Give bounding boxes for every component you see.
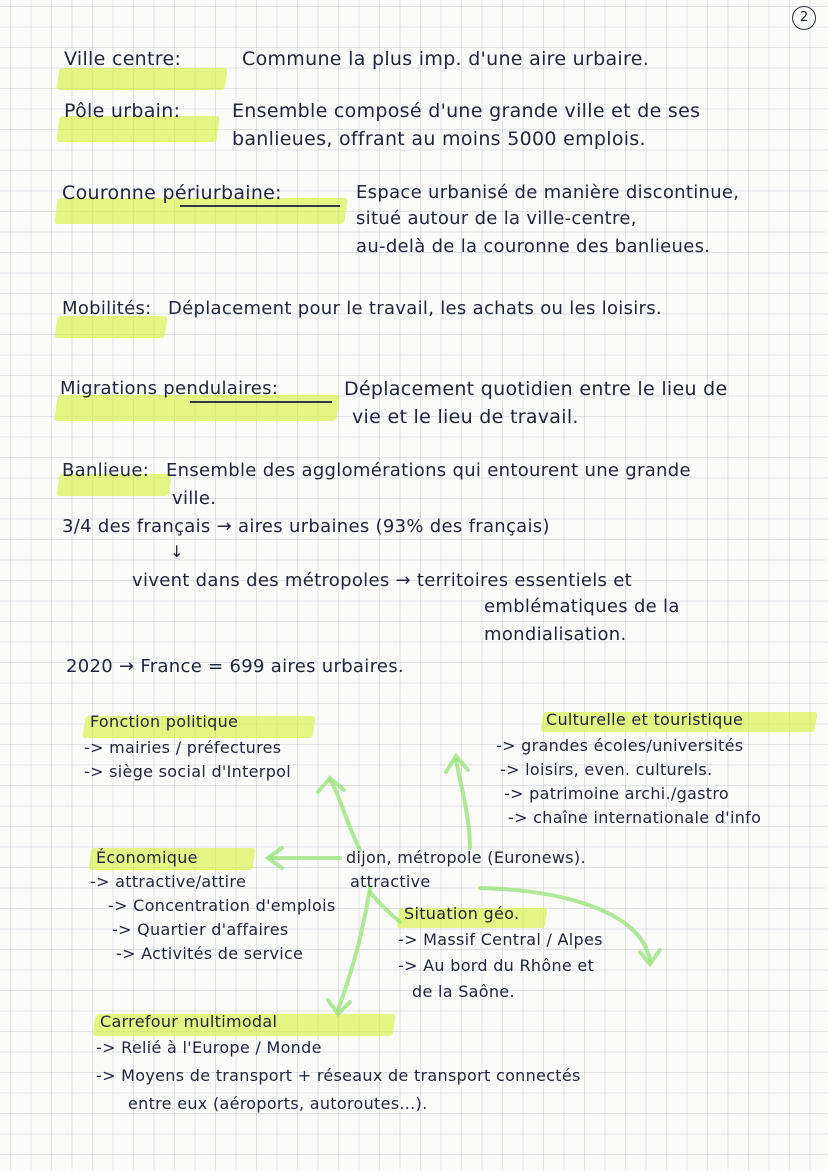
economique-item-1: -> attractive/attire xyxy=(90,872,247,891)
situation-title: Situation géo. xyxy=(404,904,520,923)
situation-item-2: -> Au bord du Rhône et xyxy=(398,956,595,975)
economique-title: Économique xyxy=(96,848,198,867)
def-couronne-3: au-delà de la couronne des banlieues. xyxy=(356,236,711,257)
stats-line-4: mondialisation. xyxy=(484,624,627,645)
culturelle-item-1: -> grandes écoles/universités xyxy=(496,736,744,755)
page-number: 2 xyxy=(792,6,816,30)
stats-line-3: emblématiques de la xyxy=(484,596,680,617)
def-migrations-1: Déplacement quotidien entre le lieu de xyxy=(344,378,728,400)
stats-arrow-down: ↓ xyxy=(170,542,184,561)
def-banlieue-2: ville. xyxy=(172,488,217,509)
arrow-to-situation-2 xyxy=(370,892,400,922)
culturelle-item-3: -> patrimoine archi./gastro xyxy=(504,784,729,803)
term-migrations: Migrations pendulaires: xyxy=(60,378,279,399)
def-migrations-2: vie et le lieu de travail. xyxy=(352,406,579,428)
def-couronne-2: situé autour de la ville-centre, xyxy=(356,208,637,229)
politique-item-2: -> siège social d'Interpol xyxy=(84,762,291,781)
culturelle-title: Culturelle et touristique xyxy=(546,710,744,729)
term-mobilites: Mobilités: xyxy=(62,298,152,319)
carrefour-item-2: -> Moyens de transport + réseaux de transport connectés xyxy=(96,1066,581,1085)
term-ville-centre: Ville centre: xyxy=(64,48,182,70)
term-banlieue: Banlieue: xyxy=(62,460,150,481)
arrow-to-situation xyxy=(480,888,650,960)
economique-item-2: -> Concentration d'emplois xyxy=(108,896,336,915)
term-couronne: Couronne périurbaine: xyxy=(62,182,282,204)
center-line-2: attractive xyxy=(350,872,431,891)
def-banlieue-1: Ensemble des agglomérations qui entourent une grande xyxy=(166,460,691,481)
culturelle-item-2: -> loisirs, even. culturels. xyxy=(500,760,713,779)
stats-line-5: 2020 → France = 699 aires urbaires. xyxy=(66,656,404,677)
stats-line-2: vivent dans des métropoles → territoires essentiels et xyxy=(132,570,632,591)
def-couronne-1: Espace urbanisé de manière discontinue, xyxy=(356,182,740,203)
arrow-to-culturelle xyxy=(456,760,470,848)
def-pole-urbain-1: Ensemble composé d'une grande ville et de ses xyxy=(232,100,701,122)
arrow-to-carrefour xyxy=(338,888,370,1010)
carrefour-item-1: -> Relié à l'Europe / Monde xyxy=(96,1038,322,1057)
term-pole-urbain: Pôle urbain: xyxy=(64,100,181,122)
center-line-1: dijon, métropole (Euronews). xyxy=(346,848,586,867)
def-mobilites: Déplacement pour le travail, les achats ou les loisirs. xyxy=(168,298,662,319)
def-pole-urbain-2: banlieues, offrant au moins 5000 emplois. xyxy=(232,128,646,150)
stats-line-1: 3/4 des français → aires urbaines (93% des français) xyxy=(62,516,550,537)
situation-item-3: de la Saône. xyxy=(412,982,515,1001)
politique-item-1: -> mairies / préfectures xyxy=(84,738,282,757)
economique-item-3: -> Quartier d'affaires xyxy=(112,920,289,939)
culturelle-item-4: -> chaîne internationale d'info xyxy=(508,808,762,827)
economique-item-4: -> Activités de service xyxy=(116,944,304,963)
politique-title: Fonction politique xyxy=(90,712,239,731)
def-ville-centre: Commune la plus imp. d'une aire urbaire. xyxy=(242,48,650,70)
carrefour-title: Carrefour multimodal xyxy=(100,1012,278,1031)
situation-item-1: -> Massif Central / Alpes xyxy=(398,930,603,949)
carrefour-item-3: entre eux (aéroports, autoroutes...). xyxy=(128,1094,428,1113)
